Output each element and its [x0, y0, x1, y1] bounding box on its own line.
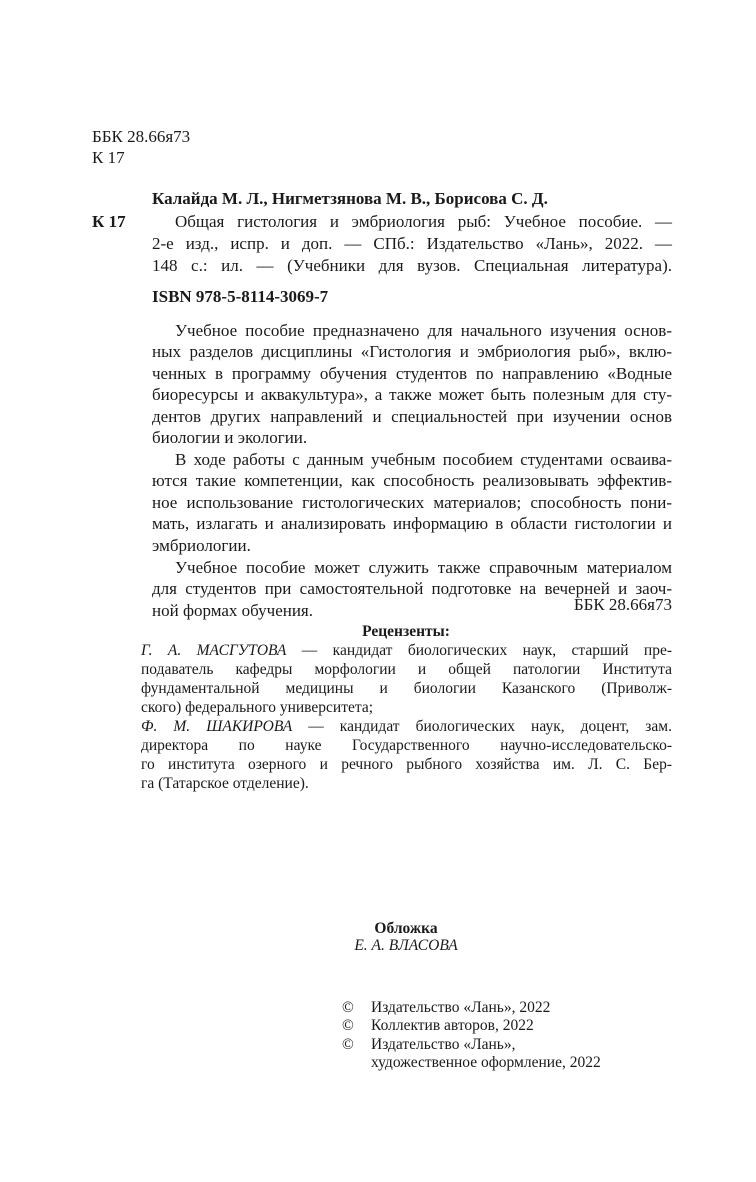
abstract-line: ченных в программу обучения студентов по направлению «Водные: [152, 364, 672, 383]
abstract-line: биоресурсы и аквакультура», а также может быть полезным для сту-: [152, 385, 672, 404]
authors: Калайда М. Л., Нигметзянова М. В., Борисова С. Д.: [152, 189, 548, 208]
abstract-line: эмбриологии.: [152, 536, 251, 555]
copyright-line: художественное оформление, 2022: [371, 1054, 601, 1071]
bbk-index-bottom: ББК 28.66я73: [573, 595, 672, 614]
abstract-line: В ходе работы с данным учебным пособием студентами осваива-: [175, 450, 672, 469]
reviewer-name: Г. А. МАСГУТОВА: [141, 642, 287, 659]
biblio-line: 148 с.: ил. — (Учебники для вузов. Специальная литература).: [152, 256, 672, 275]
copyright-icon: ©: [342, 1017, 354, 1034]
reviewer-description: — кандидат биологических наук, доцент, зам.: [292, 718, 672, 735]
reviewer-line: директора по науке Государственного научно-исследовательско-: [141, 737, 672, 754]
abstract-line: ное использование гистологических материалов; способность пони-: [152, 493, 672, 512]
reviewer-line: го института озерного и речного рыбного хозяйства им. Л. С. Бер-: [141, 756, 672, 773]
abstract-line: Учебное пособие предназначено для начального изучения основ-: [175, 321, 672, 340]
abstract-line: для студентов при самостоятельной подготовке на вечерней и заоч-: [152, 579, 672, 598]
reviewer-line: подаватель кафедры морфологии и общей патологии Института: [141, 661, 672, 678]
copyright-icon: ©: [342, 1036, 354, 1053]
abstract-line: мать, излагать и анализировать информацию в области гистологии и: [152, 514, 672, 533]
abstract-line: Учебное пособие может служить также справочным материалом: [175, 558, 672, 577]
reviewer-line: фундаментальной медицины и биологии Казанского (Приволж-: [141, 680, 672, 697]
bbk-index-top: ББК 28.66я73: [92, 127, 191, 146]
cover-label: Обложка: [374, 920, 438, 937]
biblio-line: Общая гистология и эмбриология рыб: Учебное пособие. —: [175, 212, 672, 231]
abstract-line: биологии и экологии.: [152, 428, 308, 447]
author-mark-top: К 17: [92, 148, 125, 167]
abstract-line: дентов других направлений и специальностей при изучении основ: [152, 407, 672, 426]
biblio-line: 2-е изд., испр. и доп. — СПб.: Издательство «Лань», 2022. —: [152, 234, 672, 253]
abstract-line: ных разделов дисциплины «Гистология и эмбриология рыб», вклю-: [152, 342, 672, 361]
copyright-line: Издательство «Лань»,: [371, 1036, 516, 1053]
copyright-line: Издательство «Лань», 2022: [371, 999, 551, 1016]
copyright-icon: ©: [342, 999, 354, 1016]
reviewer-line: [141, 641, 672, 660]
reviewer-name: Ф. М. ШАКИРОВА: [141, 718, 293, 735]
abstract-line: ной формах обучения.: [152, 601, 314, 620]
isbn: ISBN 978-5-8114-3069-7: [152, 287, 329, 306]
reviewer-line: га (Татарское отделение).: [141, 775, 309, 792]
reviewer-line: ского) федерального университета;: [141, 699, 374, 716]
reviewer-line: [141, 717, 672, 736]
reviewers-heading: Рецензенты:: [362, 623, 450, 640]
reviewer-description: — кандидат биологических наук, старший пре-: [286, 642, 673, 659]
copyright-line: Коллектив авторов, 2022: [371, 1017, 534, 1034]
abstract-line: ются такие компетенции, как способность реализовывать эффектив-: [152, 471, 672, 490]
cover-artist: Е. А. ВЛАСОВА: [354, 937, 458, 954]
author-mark: К 17: [92, 212, 126, 231]
